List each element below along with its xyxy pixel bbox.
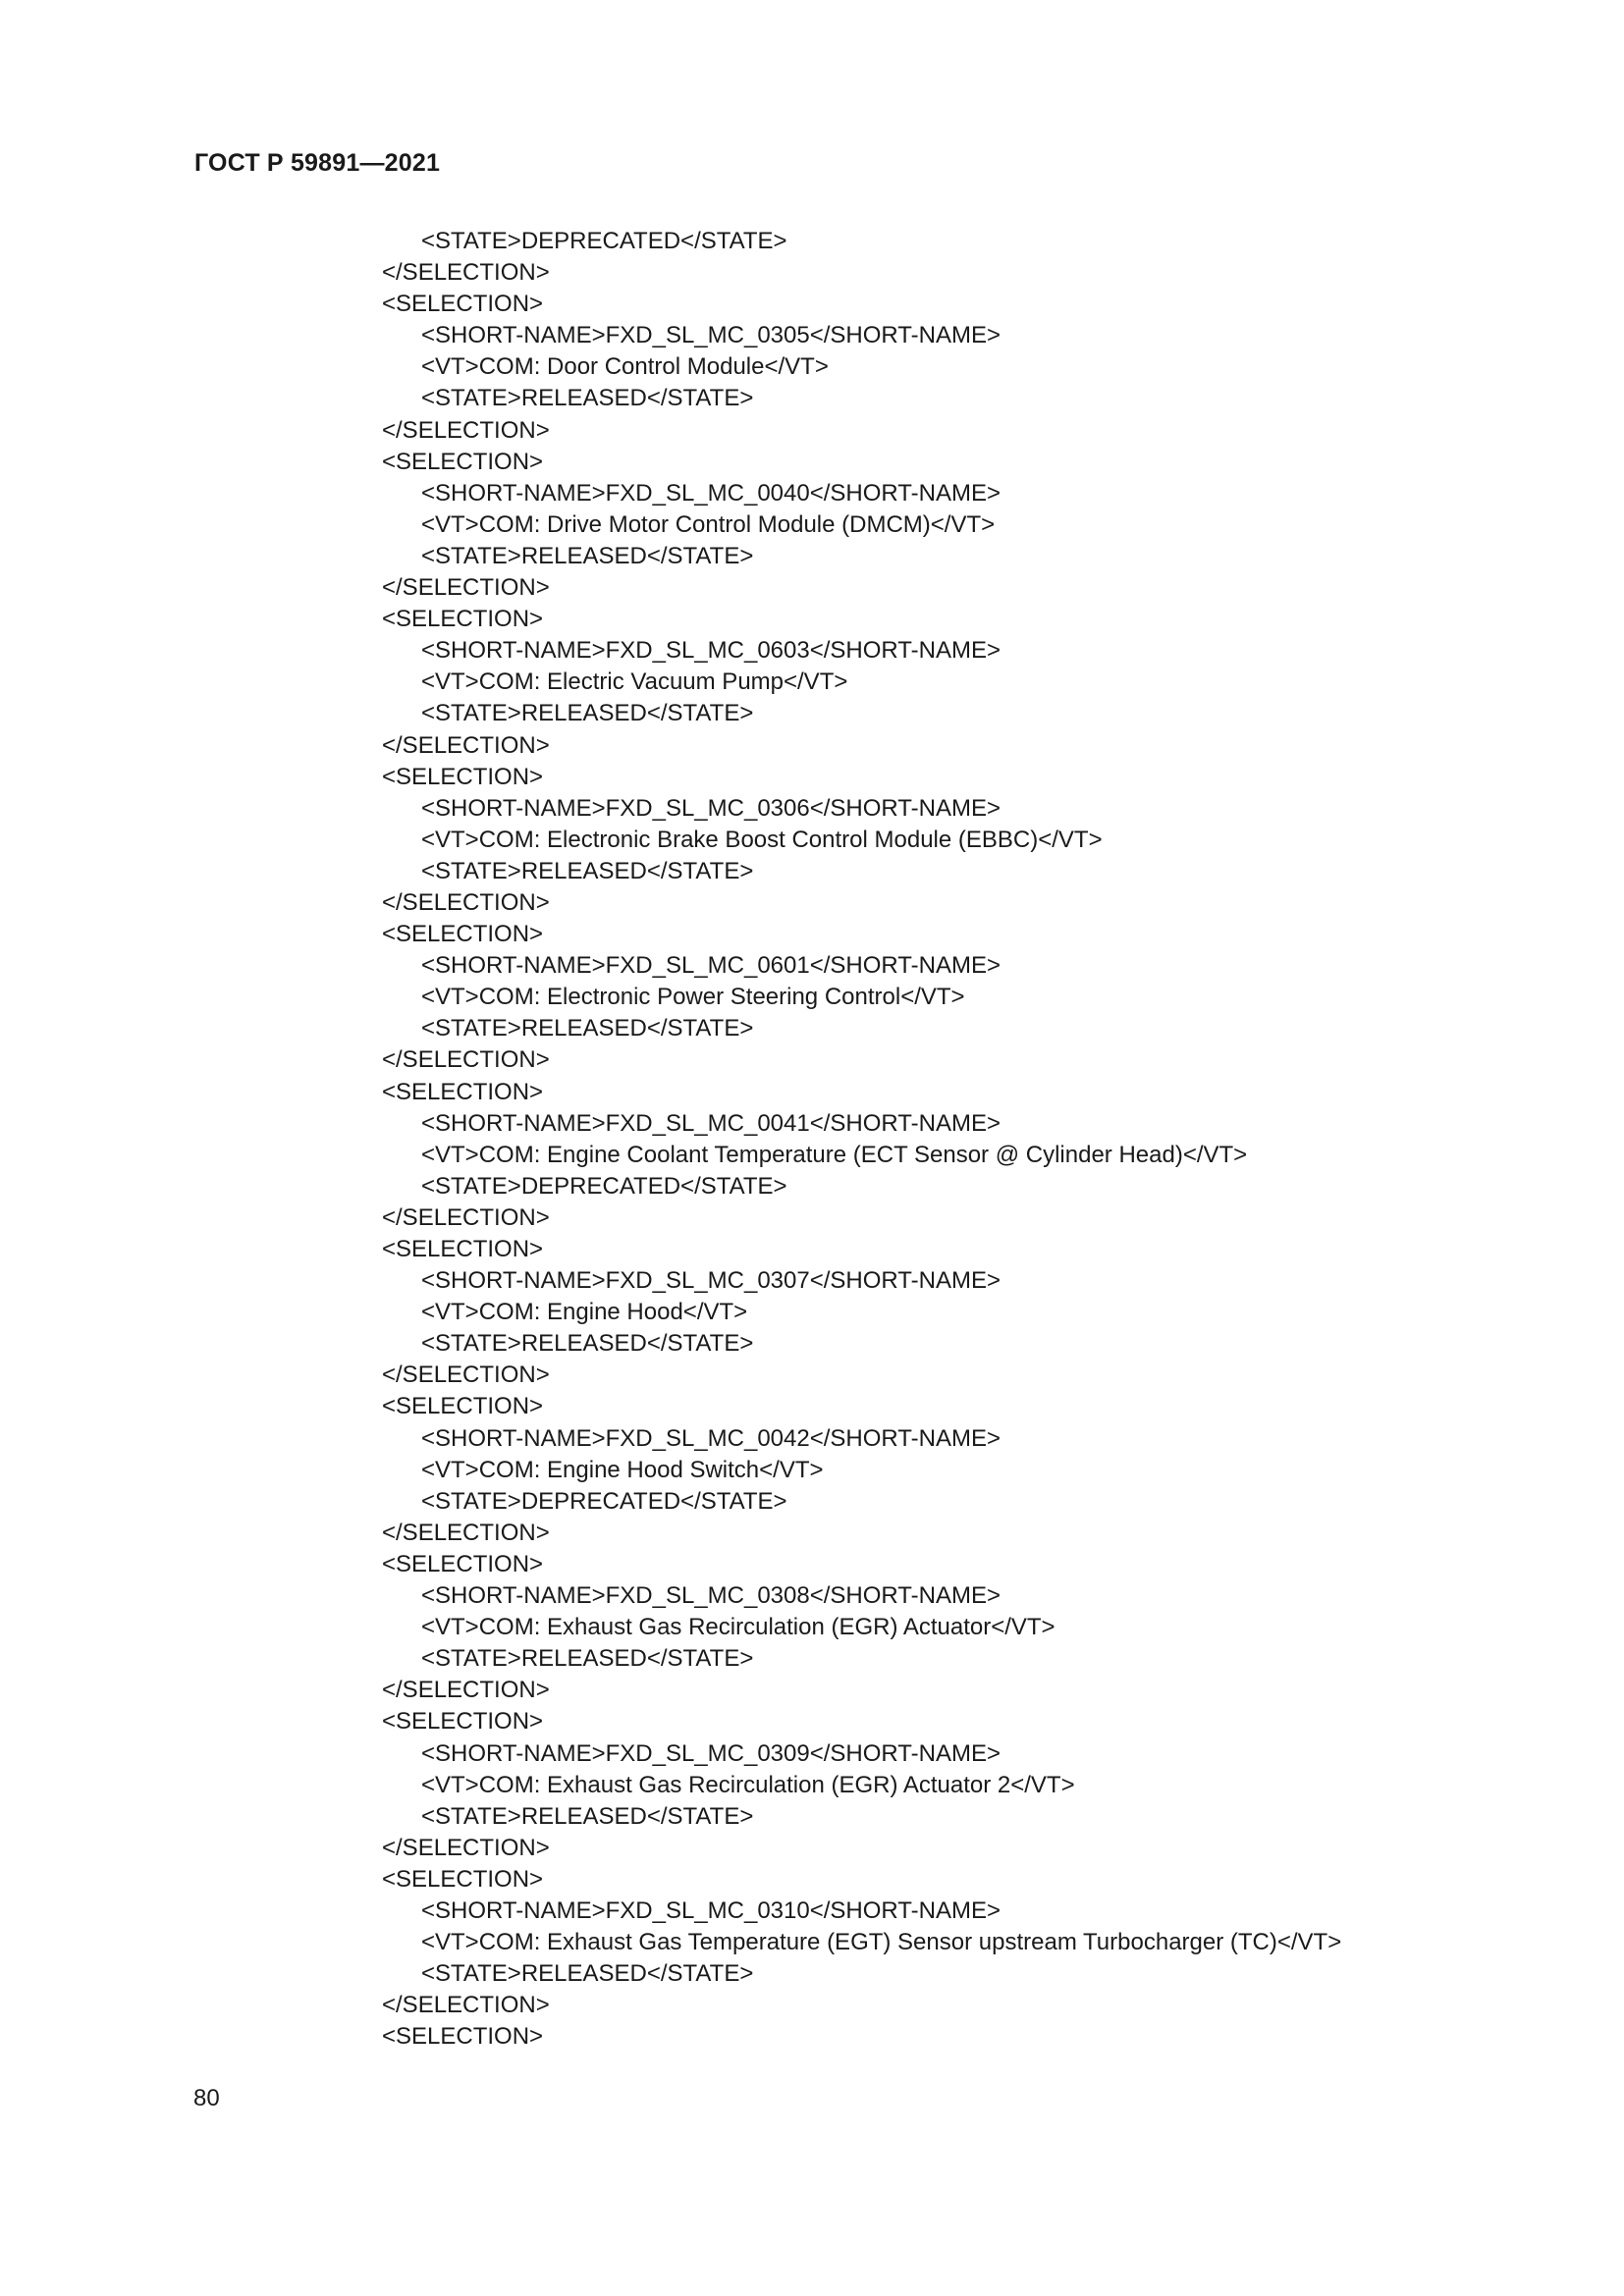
code-line: <SHORT-NAME>FXD_SL_MC_0042</SHORT-NAME> xyxy=(421,1424,1001,1452)
code-line: <SHORT-NAME>FXD_SL_MC_0603</SHORT-NAME> xyxy=(421,637,1001,665)
code-line: </SELECTION> xyxy=(382,574,550,602)
code-line: <SHORT-NAME>FXD_SL_MC_0308</SHORT-NAME> xyxy=(421,1582,1001,1610)
code-line: <VT>COM: Engine Hood</VT> xyxy=(421,1299,748,1326)
code-line: <VT>COM: Exhaust Gas Recirculation (EGR) Actuator 2</VT> xyxy=(421,1771,1075,1798)
code-line: <VT>COM: Exhaust Gas Recirculation (EGR) Actuator</VT> xyxy=(421,1614,1056,1641)
code-line: <STATE>RELEASED</STATE> xyxy=(421,700,754,727)
code-line: <STATE>RELEASED</STATE> xyxy=(421,542,754,569)
code-line: <SHORT-NAME>FXD_SL_MC_0040</SHORT-NAME> xyxy=(421,479,1001,507)
code-line: <VT>COM: Electric Vacuum Pump</VT> xyxy=(421,668,848,696)
code-line: <STATE>RELEASED</STATE> xyxy=(421,1015,754,1042)
code-line: <VT>COM: Electronic Brake Boost Control Module (EBBC)</VT> xyxy=(421,826,1103,853)
code-line: </SELECTION> xyxy=(382,416,550,444)
code-line: <STATE>DEPRECATED</STATE> xyxy=(421,228,787,254)
code-line: <VT>COM: Engine Coolant Temperature (ECT Sensor @ Cylinder Head)</VT> xyxy=(421,1141,1248,1168)
code-line: <SELECTION> xyxy=(382,1865,544,1893)
document-header: ГОСТ Р 59891—2021 xyxy=(194,149,441,177)
code-line: <SHORT-NAME>FXD_SL_MC_0306</SHORT-NAME> xyxy=(421,794,1001,822)
code-line: <STATE>RELEASED</STATE> xyxy=(421,1330,754,1358)
code-line: </SELECTION> xyxy=(382,1046,550,1074)
code-line: </SELECTION> xyxy=(382,731,550,759)
code-line: <SELECTION> xyxy=(382,448,544,475)
xml-code-listing xyxy=(382,226,1341,2053)
code-line: </SELECTION> xyxy=(382,1992,550,2019)
page-number: 80 xyxy=(193,2085,220,2111)
code-line: <VT>COM: Electronic Power Steering Control</VT> xyxy=(421,984,965,1011)
code-line: <VT>COM: Door Control Module</VT> xyxy=(421,353,829,381)
code-line: <STATE>DEPRECATED</STATE> xyxy=(421,1487,787,1515)
code-line: <SELECTION> xyxy=(382,1393,544,1420)
code-line: <STATE>RELEASED</STATE> xyxy=(421,385,754,412)
code-line: <SELECTION> xyxy=(382,2023,544,2051)
code-line: <SELECTION> xyxy=(382,763,544,790)
code-line: </SELECTION> xyxy=(382,1203,550,1231)
code-line: <STATE>RELEASED</STATE> xyxy=(421,857,754,884)
code-line: </SELECTION> xyxy=(382,1677,550,1704)
code-line: </SELECTION> xyxy=(382,259,550,287)
code-line: <VT>COM: Exhaust Gas Temperature (EGT) Sensor upstream Turbocharger (TC)</VT> xyxy=(421,1929,1342,1956)
code-line: <SELECTION> xyxy=(382,1078,544,1105)
code-line: <VT>COM: Engine Hood Switch</VT> xyxy=(421,1456,824,1483)
code-line: <SELECTION> xyxy=(382,1236,544,1262)
code-line: </SELECTION> xyxy=(382,1519,550,1546)
code-line: <SHORT-NAME>FXD_SL_MC_0309</SHORT-NAME> xyxy=(421,1739,1001,1767)
code-line: <SELECTION> xyxy=(382,921,544,948)
code-line: <STATE>DEPRECATED</STATE> xyxy=(421,1172,787,1200)
code-line: </SELECTION> xyxy=(382,1362,550,1389)
code-line: <SHORT-NAME>FXD_SL_MC_0041</SHORT-NAME> xyxy=(421,1109,1001,1137)
code-line: <VT>COM: Drive Motor Control Module (DMCM)</VT> xyxy=(421,510,996,538)
code-line: <SELECTION> xyxy=(382,606,544,633)
code-line: <SHORT-NAME>FXD_SL_MC_0310</SHORT-NAME> xyxy=(421,1896,1001,1924)
code-line: <STATE>RELEASED</STATE> xyxy=(421,1645,754,1673)
code-line: </SELECTION> xyxy=(382,1834,550,1861)
code-line: <SELECTION> xyxy=(382,1550,544,1577)
code-line: <SELECTION> xyxy=(382,291,544,318)
code-line: <SHORT-NAME>FXD_SL_MC_0307</SHORT-NAME> xyxy=(421,1267,1001,1295)
code-line: <STATE>RELEASED</STATE> xyxy=(421,1802,754,1830)
code-line: </SELECTION> xyxy=(382,888,550,916)
code-line: <STATE>RELEASED</STATE> xyxy=(421,1960,754,1988)
code-line: <SHORT-NAME>FXD_SL_MC_0305</SHORT-NAME> xyxy=(421,322,1001,349)
code-line: <SHORT-NAME>FXD_SL_MC_0601</SHORT-NAME> xyxy=(421,952,1001,980)
code-line: <SELECTION> xyxy=(382,1708,544,1735)
